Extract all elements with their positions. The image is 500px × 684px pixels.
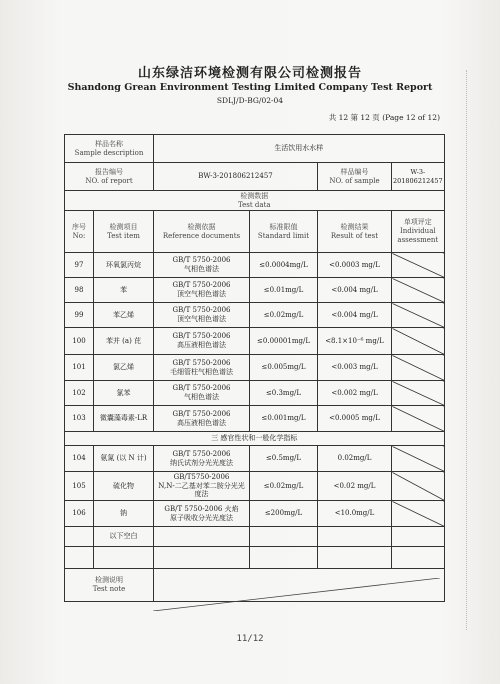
- table-row: [65, 406, 445, 432]
- col-header-ref: 检测依据 Reference documents: [154, 211, 250, 253]
- sample-no-value: W-3-201806212457: [392, 163, 445, 191]
- row-item: 氯乙烯: [94, 355, 154, 381]
- binding-line: [466, 70, 467, 630]
- row-no: 97: [65, 253, 94, 278]
- row-ref: GB/T 5750-2006 高压液相色谱法: [154, 406, 250, 432]
- blank-cell: [65, 527, 94, 547]
- row-ref: GB/T 5750-2006 毛细管柱气相色谱法: [154, 355, 250, 381]
- blank-cell: [318, 527, 392, 547]
- page-info: 共 12 第 12 页 (Page 12 of 12): [328, 113, 440, 122]
- col-header-item: 检测项目 Test item: [94, 211, 154, 253]
- section-title: 三 感官性状和一般化学指标: [65, 432, 445, 446]
- row-assessment: [392, 253, 445, 278]
- blank-cell: [154, 547, 250, 569]
- row-assessment: [392, 501, 445, 527]
- row-assessment: [392, 278, 445, 303]
- sample-no-label: [318, 163, 392, 191]
- row-no: 103: [65, 406, 94, 432]
- sample-desc-label-cn: 样品名称: [95, 139, 123, 148]
- table-row: [65, 355, 445, 381]
- row-item: 钠: [94, 501, 154, 527]
- page-footer-number: 11/12: [236, 634, 264, 644]
- row-ref: GB/T 5750-2006 气相色谱法: [154, 253, 250, 278]
- row-ref: GB/T5750-2006 N,N-二乙基对苯二胺分光光度法: [154, 472, 250, 501]
- blank-cell: [392, 527, 445, 547]
- table-row: [65, 278, 445, 303]
- blank-label: 以下空白: [94, 527, 154, 547]
- row-item: 环氧氯丙烷: [94, 253, 154, 278]
- row-result: <0.004 mg/L: [318, 278, 392, 303]
- row-item: 硫化物: [94, 472, 154, 501]
- test-data-heading: [65, 191, 445, 211]
- note-strike-line: [153, 578, 440, 611]
- row-assessment: [392, 406, 445, 432]
- row-no: 104: [65, 446, 94, 472]
- row-limit: ≤0.3mg/L: [250, 381, 318, 406]
- report-title-cn: 山东绿洁环境检测有限公司检测报告: [137, 66, 362, 81]
- report-no-row: [65, 163, 445, 191]
- blank-cell: [318, 547, 392, 569]
- table-row: [65, 381, 445, 406]
- row-result: <0.004 mg/L: [318, 303, 392, 328]
- row-ref: GB/T 5750-2006 高压液相色谱法: [154, 328, 250, 355]
- row-limit: ≤0.01mg/L: [250, 278, 318, 303]
- blank-cell: [65, 547, 94, 569]
- row-item: 氨氮 (以 N 计): [94, 446, 154, 472]
- doc-code: SDLJ/D-BG/02-04: [216, 96, 284, 105]
- row-limit: ≤200mg/L: [250, 501, 318, 527]
- row-limit: ≤0.02mg/L: [250, 303, 318, 328]
- table-row: [65, 446, 445, 472]
- row-ref: GB/T 5750-2006 纳氏试剂分光光度法: [154, 446, 250, 472]
- sample-desc-row: [65, 135, 445, 163]
- report-no-label-en: NO. of report: [85, 176, 133, 185]
- col-header-result: 检测结果 Result of test: [318, 211, 392, 253]
- row-result: 0.02mg/L: [318, 446, 392, 472]
- blank-row: [65, 547, 445, 569]
- row-no: 101: [65, 355, 94, 381]
- row-result: <0.02 mg/L: [318, 472, 392, 501]
- blank-cell: [250, 547, 318, 569]
- row-ref: GB/T 5750-2006 顶空气相色谱法: [154, 303, 250, 328]
- test-data-heading-en: Test data: [238, 200, 271, 209]
- row-limit: ≤0.5mg/L: [250, 446, 318, 472]
- col-header-limit: 标准限值 Standard limit: [250, 211, 318, 253]
- row-item: 苯: [94, 278, 154, 303]
- table-row: [65, 472, 445, 501]
- col-header-assessment: 单项评定 Individual assessment: [392, 211, 445, 253]
- sample-no-label-cn: 样品编号: [340, 167, 369, 176]
- row-limit: ≤0.00001mg/L: [250, 328, 318, 355]
- row-no: 102: [65, 381, 94, 406]
- test-note-label-en: Test note: [92, 585, 126, 593]
- blank-cell: [250, 527, 318, 547]
- table-row: [65, 253, 445, 278]
- test-data-table: [64, 134, 445, 602]
- row-limit: ≤0.005mg/L: [250, 355, 318, 381]
- col-header-no: 序号 No:: [65, 211, 94, 253]
- sample-desc-label: [65, 135, 154, 163]
- table-row: [65, 501, 445, 527]
- row-no: 105: [65, 472, 94, 501]
- row-no: 99: [65, 303, 94, 328]
- row-result: <0.002 mg/L: [318, 381, 392, 406]
- row-item: 苯乙烯: [94, 303, 154, 328]
- sample-desc-value: 生活饮用水水样: [154, 135, 445, 163]
- row-item: 微囊藻毒素-LR: [94, 406, 154, 432]
- row-assessment: [392, 303, 445, 328]
- row-item: 氯苯: [94, 381, 154, 406]
- column-header-row: [65, 211, 445, 253]
- row-result: <0.0005 mg/L: [318, 406, 392, 432]
- report-no-label: [65, 163, 154, 191]
- row-result: <0.0003 mg/L: [318, 253, 392, 278]
- row-assessment: [392, 446, 445, 472]
- row-result: <10.0mg/L: [318, 501, 392, 527]
- table-row: [65, 303, 445, 328]
- row-assessment: [392, 328, 445, 355]
- blank-row: [65, 527, 445, 547]
- report-no-value: BW-3-201806212457: [154, 163, 318, 191]
- section-row: [65, 432, 445, 446]
- blank-cell: [392, 547, 445, 569]
- sample-desc-label-en: Sample description: [74, 148, 144, 157]
- test-data-heading-row: [65, 191, 445, 211]
- test-note-label: [65, 569, 154, 602]
- row-item: 苯并 (a) 芘: [94, 328, 154, 355]
- report-title-en: Shandong Grean Environment Testing Limited Company Test Report: [67, 82, 433, 93]
- row-assessment: [392, 381, 445, 406]
- row-result: <8.1×10⁻⁶ mg/L: [318, 328, 392, 355]
- sample-no-label-en: NO. of sample: [329, 176, 380, 185]
- row-assessment: [392, 472, 445, 501]
- row-no: 100: [65, 328, 94, 355]
- report-no-label-cn: 报告编号: [95, 167, 123, 176]
- row-ref: GB/T 5750-2006 顶空气相色谱法: [154, 278, 250, 303]
- test-note-label-cn: 检测说明: [95, 576, 123, 585]
- row-no: 106: [65, 501, 94, 527]
- row-ref: GB/T 5750-2006 火焰 原子吸收分光光度法: [154, 501, 250, 527]
- blank-cell: [154, 527, 250, 547]
- table-row: [65, 328, 445, 355]
- row-limit: ≤0.02mg/L: [250, 472, 318, 501]
- row-result: <0.003 mg/L: [318, 355, 392, 381]
- row-ref: GB/T 5750-2006 气相色谱法: [154, 381, 250, 406]
- row-limit: ≤0.0004mg/L: [250, 253, 318, 278]
- test-data-heading-cn: 检测数据: [240, 191, 269, 200]
- row-assessment: [392, 355, 445, 381]
- row-no: 98: [65, 278, 94, 303]
- blank-cell: [94, 547, 154, 569]
- row-limit: ≤0.001mg/L: [250, 406, 318, 432]
